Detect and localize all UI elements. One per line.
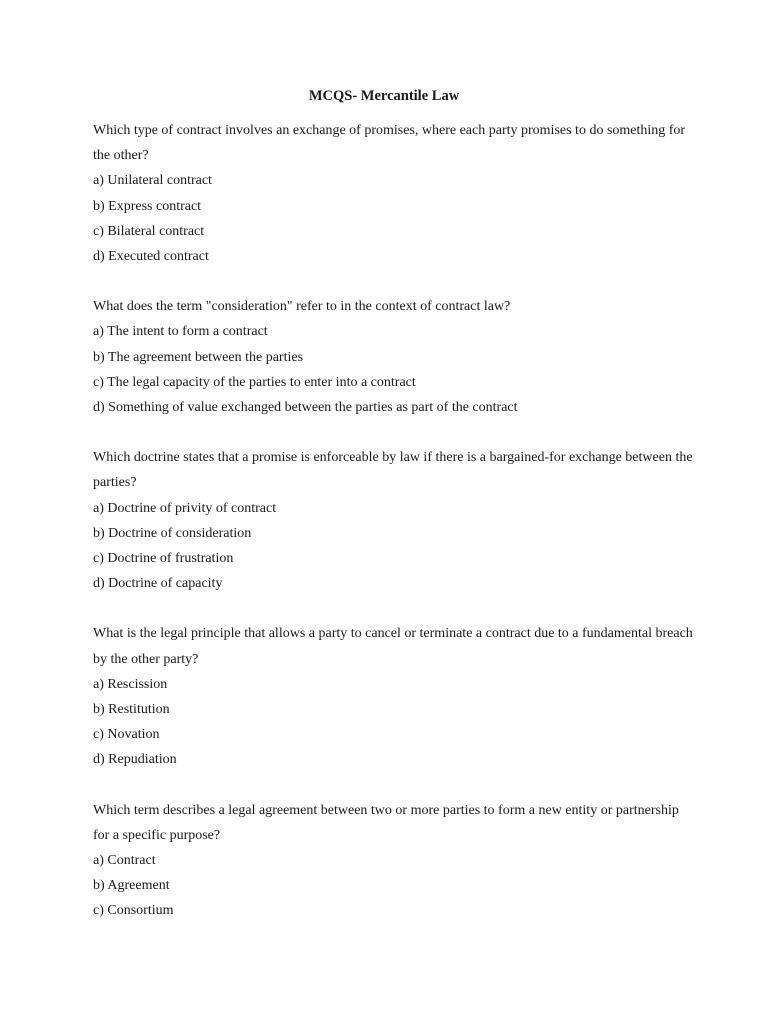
answer-option: a) Doctrine of privity of contract	[93, 500, 277, 516]
answer-options	[93, 319, 693, 420]
question-3	[93, 445, 693, 596]
answer-options	[93, 672, 693, 773]
answer-option: b) Agreement	[93, 878, 170, 894]
question-1	[93, 118, 693, 269]
answer-options	[93, 168, 693, 269]
answer-option: a) Unilateral contract	[93, 173, 212, 189]
question-text: Which type of contract involves an exchange of promises, where each party promises to do something for the other?	[93, 123, 686, 164]
answer-option: b) The agreement between the parties	[93, 349, 304, 365]
answer-option: d) Executed contract	[93, 249, 209, 265]
question-5	[93, 798, 693, 924]
answer-option: b) Restitution	[93, 702, 170, 718]
answer-option: c) Bilateral contract	[93, 223, 205, 239]
answer-option: d) Something of value exchanged between the parties as part of the contract	[93, 400, 518, 416]
answer-options	[93, 848, 693, 924]
question-text: Which doctrine states that a promise is enforceable by law if there is a bargained-for exchange between the parties?	[93, 450, 693, 491]
answer-option: a) Rescission	[93, 676, 168, 692]
question-list	[93, 118, 693, 949]
answer-option: b) Express contract	[93, 198, 202, 214]
page-title: MCQS- Mercantile Law	[308, 88, 460, 104]
answer-option: a) The intent to form a contract	[93, 324, 268, 340]
answer-option: c) The legal capacity of the parties to enter into a contract	[93, 374, 416, 390]
answer-option: c) Doctrine of frustration	[93, 551, 234, 567]
answer-option: d) Repudiation	[93, 752, 177, 768]
question-text: Which term describes a legal agreement between two or more parties to form a new entity or partnership for a specific purpose?	[93, 802, 679, 843]
answer-option: d) Doctrine of capacity	[93, 576, 223, 592]
question-text: What is the legal principle that allows a party to cancel or terminate a contract due to a fundamental breach by the other party?	[93, 626, 693, 667]
question-4	[93, 621, 693, 772]
question-text: What does the term "consideration" refer to in the context of contract law?	[93, 299, 511, 315]
answer-option: c) Novation	[93, 727, 160, 743]
answer-option: b) Doctrine of consideration	[93, 525, 252, 541]
answer-options	[93, 496, 693, 597]
answer-option: c) Consortium	[93, 903, 174, 919]
answer-option: a) Contract	[93, 853, 156, 869]
question-2	[93, 294, 693, 420]
